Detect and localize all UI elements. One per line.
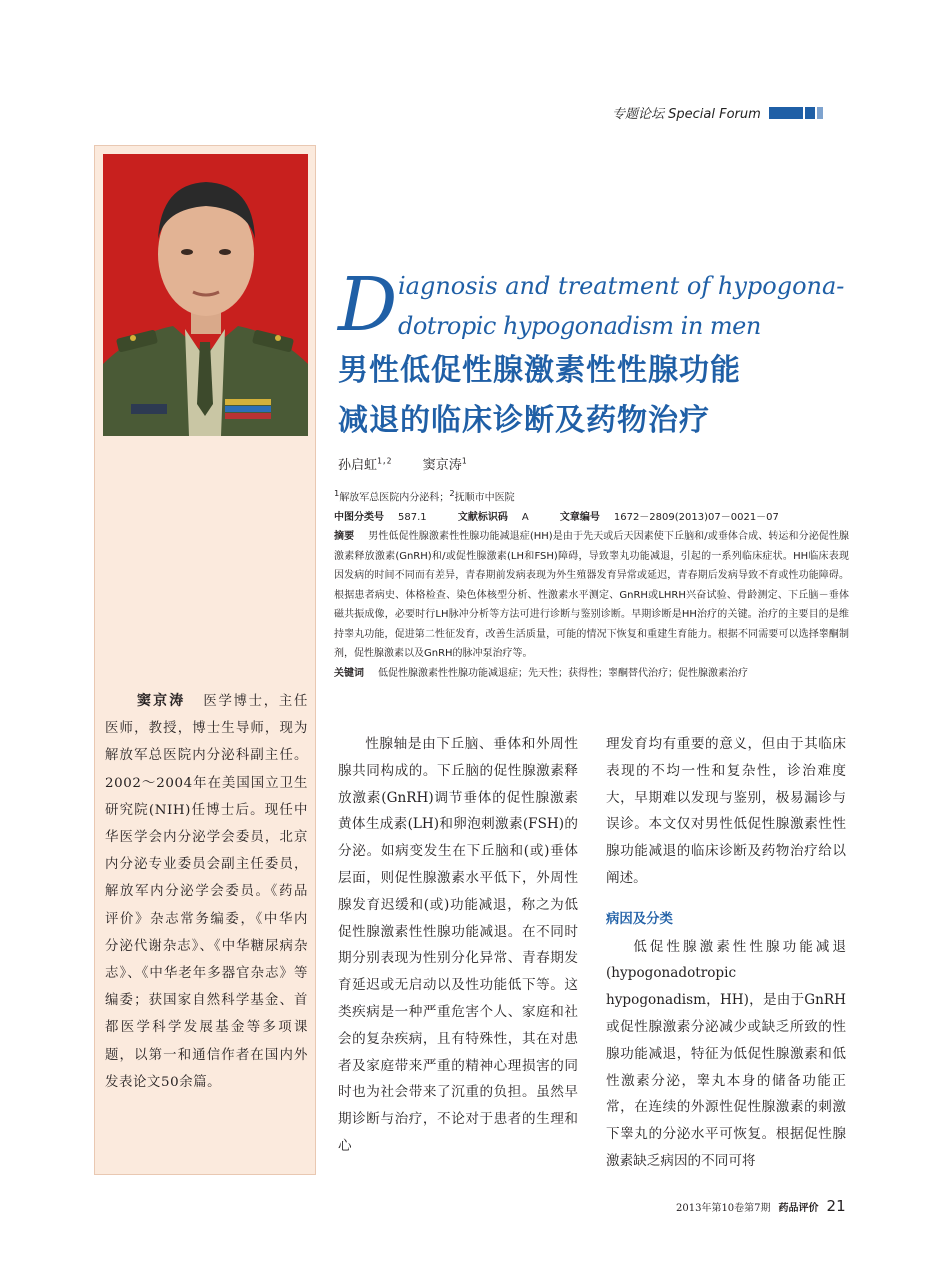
authors: [338, 454, 467, 473]
bio-name: 窦京涛: [137, 693, 186, 709]
article-meta: [334, 484, 849, 683]
author-photo: [103, 154, 308, 436]
clc-label: 中图分类号: [334, 511, 384, 523]
chinese-title-line1: 男性低促性腺激素性性腺功能: [338, 353, 741, 388]
author-bio: [105, 688, 308, 1096]
affiliations: [334, 484, 849, 508]
author-affiliation-sup: 1,2: [377, 456, 392, 466]
abstract-label: 摘要: [334, 531, 355, 543]
classification-line: [334, 508, 849, 528]
section-heading: 病因及分类: [606, 911, 673, 927]
aff-sup: 2: [449, 488, 455, 498]
body-column-1: [338, 731, 578, 1160]
affiliation: 抚顺市中医院: [454, 492, 515, 504]
body-paragraph: 理发育均有重要的意义，但由于其临床表现的不均一性和复杂性，诊治难度大，早期难以发现与鉴别，极易漏诊与误诊。本文仅对男性低促性腺激素性性腺功能减退的临床诊断及药物治疗给以阐述。: [606, 736, 846, 886]
author-sidebar: [94, 145, 316, 1175]
chinese-title-line2: 减退的临床诊断及药物治疗: [338, 403, 710, 438]
author-portrait-icon: [103, 154, 308, 436]
issue-info: 2013年第10卷第7期: [676, 1203, 771, 1214]
keywords-label: 关键词: [334, 667, 364, 679]
doc-value: A: [521, 511, 529, 523]
author-name: 窦京涛: [422, 458, 462, 473]
clc-value: 587.1: [398, 511, 427, 523]
body-column-2: [606, 731, 846, 1175]
chinese-title: [338, 346, 858, 446]
body-paragraph: 低促性腺激素性性腺功能减退(hypogonadotropic hypogonadism，HH)，是由于GnRH或促性腺激素分泌减少或缺乏所致的性腺功能减退，特征为低促性腺激素和低性激素分泌，睾丸本身的储备功能正常，在连续的外源性促性腺激素的刺激下睾丸的分泌水平可恢复。根据促性腺激素缺乏病因的不同可将: [606, 938, 846, 1169]
article-id-value: 1672－2809(2013)07－0021－07: [613, 511, 779, 523]
abstract-text: 男性低促性腺激素性性腺功能减退症(HH)是由于先天或后天因素使下丘脑和/或垂体合成、转运和分泌促性腺激素释放激素(GnRH)和/或促性腺激素(LH和FSH)障碍，导致睾丸功能减退，引起的一系列临床症状。HH临床表现因发病的时间不同而有差异，青春期前发病表现为外生殖器发育异常或延迟，青春期后发病导致不育或性功能障碍。根据患者病史、体格检查、染色体核型分析、性激素水平测定、GnRH或LHRH兴奋试验、骨龄测定、下丘脑－垂体磁共振成像，必要时行LH脉冲分析等方法可进行诊断与鉴别诊断。早期诊断是HH治疗的关键。治疗的主要目的是维持睾丸功能，促进第二性征发育，改善生活质量，可能的情况下恢复和重建生育能力。根据不同需要可以选择睾酮制剂，促性腺激素以及GnRH的脉冲泵治疗等。: [334, 531, 849, 660]
page-number: 21: [826, 1197, 846, 1215]
aff-sup: 1: [334, 488, 340, 498]
english-title-line2: dotropic hypogonadism in men: [398, 312, 761, 340]
author-name: 孙启虹: [338, 458, 378, 473]
journal-name: 药品评价: [778, 1203, 819, 1214]
running-header: [612, 103, 823, 122]
bio-text: 医学博士，主任医师，教授，博士生导师，现为解放军总医院内分泌科副主任。2002～2004年在美国国立卫生研究院(NIH)任博士后。现任中华医学会内分泌学会委员，北京内分泌专业委员会副主任委员，解放军内分泌学会委员。《药品评价》杂志常务编委，《中华内分泌代谢杂志》、《中华糖尿病杂志》、《中华老年多器官杂志》等编委；获国家自然科学基金、首都医学科学发展基金等多项课题，以第一和通信作者在国内外发表论文50余篇。: [105, 694, 309, 1090]
abstract: [334, 527, 849, 664]
body-paragraph: 性腺轴是由下丘脑、垂体和外周性腺共同构成的。下丘脑的促性腺激素释放激素(GnRH)调节垂体的促性腺激素黄体生成素(LH)和卵泡刺激素(FSH)的分泌。如病变发生在下丘脑和(或)垂体层面，则促性腺激素水平低下，外周性腺发育迟缓和(或)功能减退，称之为低促性腺激素性性腺功能减退。在不同时期分别表现为性别分化异常、青春期发育延迟或无启动以及性功能低下等。这类疾病是一种严重危害个人、家庭和社会的复杂疾病，且有特殊性，其在对患者及家庭带来严重的精神心理损害的同时也为社会带来了沉重的负担。虽然早期诊断与治疗，不论对于患者的生理和心: [338, 736, 578, 1154]
article-id-label: 文章编号: [559, 511, 600, 523]
page-footer: [676, 1197, 846, 1215]
header-bars-icon: [769, 107, 823, 119]
author-affiliation-sup: 1: [461, 456, 467, 466]
english-title-line1: iagnosis and treatment of hypogona-: [398, 272, 845, 300]
keywords-text: 低促性腺激素性性腺功能减退症；先天性；获得性；睾酮替代治疗；促性腺激素治疗: [378, 667, 748, 679]
doc-label: 文献标识码: [457, 511, 508, 523]
keywords: [334, 664, 849, 684]
title-dropcap: D: [338, 262, 398, 348]
section-label: 专题论坛 Special Forum: [612, 107, 761, 122]
affiliation: 解放军总医院内分泌科；: [339, 492, 450, 504]
